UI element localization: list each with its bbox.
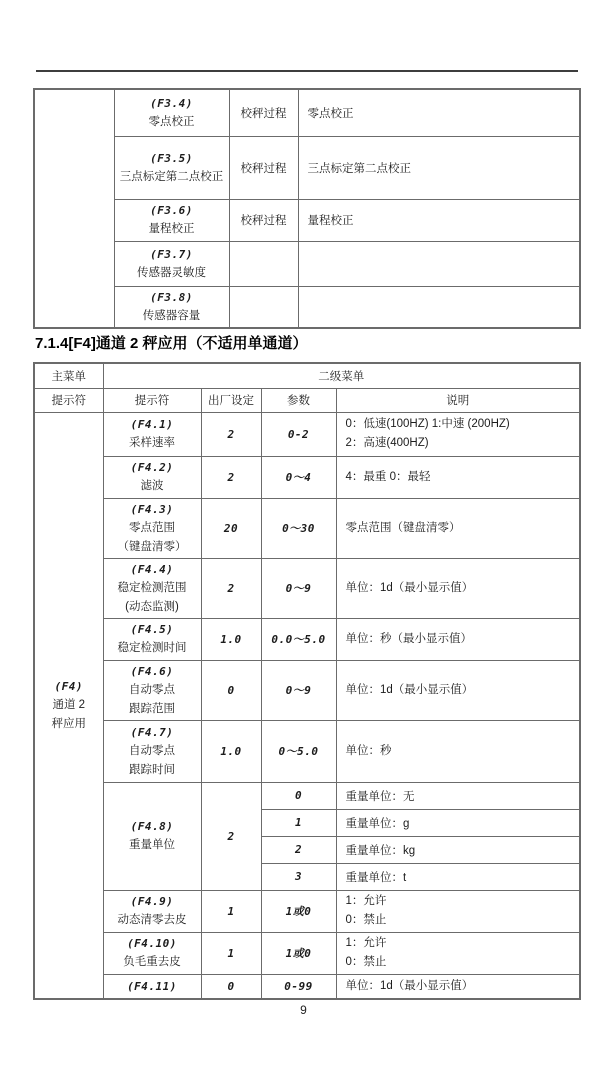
description-cell: 量程校正 (298, 199, 580, 241)
prompt-code: (F4.1) (130, 418, 174, 431)
description-line: 单位：秒 (345, 744, 392, 757)
prompt-label: 动态清零去皮 (117, 914, 187, 926)
factory-setting-cell: 2 (201, 782, 261, 890)
main-menu-code: (F4) (54, 679, 83, 693)
prompt-label: 自动零点 (129, 683, 175, 696)
main-menu-empty-cell (34, 89, 114, 328)
description-cell (336, 412, 580, 456)
table-row (34, 241, 580, 286)
factory-setting-cell: 0 (201, 660, 261, 720)
param-cell: 0～30 (261, 498, 336, 558)
prompt-cell (114, 286, 229, 328)
prompt-label: (动态监测) (125, 600, 179, 613)
table-row (34, 974, 580, 999)
table-row (34, 720, 580, 782)
description-cell: 重量单位：无 (336, 782, 580, 809)
prompt-label: 滤波 (140, 480, 164, 492)
prompt-label: 零点范围 (129, 521, 175, 534)
prompt-label: 自动零点 (129, 744, 175, 757)
param-cell: 1或0 (261, 932, 336, 974)
prompt-code: (F4.7) (130, 725, 174, 739)
page-number: 9 (300, 1003, 307, 1017)
prompt-code: (F3.5) (150, 151, 193, 165)
description-line: 单位：1d（最小显示值） (345, 683, 474, 696)
description-cell: 重量单位：g (336, 809, 580, 836)
prompt-label: 量程校正 (148, 223, 195, 235)
table-row (34, 456, 580, 498)
prompt-label: 重量单位 (129, 839, 175, 851)
table-row (34, 890, 580, 932)
process-cell (229, 286, 298, 328)
prompt-cell (103, 890, 201, 932)
main-menu-label: 秤应用 (51, 717, 86, 730)
column-header-desc: 说明 (336, 388, 580, 412)
table-row (34, 136, 580, 199)
table-row (34, 286, 580, 328)
description-line: 单位：1d（最小显示值） (345, 979, 474, 992)
factory-setting-cell: 1.0 (201, 720, 261, 782)
factory-setting-cell: 1.0 (201, 618, 261, 660)
prompt-cell (103, 720, 201, 782)
process-cell (229, 241, 298, 286)
description-cell (336, 974, 580, 999)
prompt-label: 传感器灵敏度 (137, 266, 206, 279)
description-cell (298, 241, 580, 286)
description-cell (336, 498, 580, 558)
description-cell (336, 558, 580, 618)
process-cell: 校秤过程 (229, 89, 298, 136)
description-line: 1：允许 (345, 895, 387, 907)
factory-setting-cell: 0 (201, 974, 261, 999)
main-menu-cell (34, 412, 103, 999)
prompt-cell (103, 782, 201, 890)
description-line: 4：最重 0：最轻 (345, 470, 431, 483)
prompt-label: 负毛重去皮 (123, 956, 181, 968)
description-cell: 重量单位：kg (336, 836, 580, 863)
column-header-prompt2: 提示符 (103, 388, 201, 412)
table-row (34, 558, 580, 618)
prompt-cell (114, 136, 229, 199)
prompt-cell (103, 456, 201, 498)
prompt-cell (114, 241, 229, 286)
table-row (34, 199, 580, 241)
header-rule (36, 70, 578, 72)
prompt-label: 传感器容量 (142, 309, 201, 322)
section-heading: 7.1.4[F4]通道 2 秤应用（不适用单通道） (35, 335, 308, 352)
factory-setting-cell: 2 (201, 558, 261, 618)
prompt-label: 稳定检测时间 (117, 642, 187, 654)
table-row (34, 932, 580, 974)
main-menu-label: 通道 2 (52, 698, 86, 711)
description-cell (336, 660, 580, 720)
prompt-label: 采样速率 (129, 437, 175, 449)
description-cell (298, 286, 580, 328)
prompt-cell (103, 660, 201, 720)
column-header-prompt1: 提示符 (34, 388, 103, 412)
description-line: 单位：1d（最小显示值） (345, 581, 474, 594)
param-cell: 0～5.0 (261, 720, 336, 782)
param-cell: 0 (261, 782, 336, 809)
param-cell: 1或0 (261, 890, 336, 932)
prompt-cell (103, 498, 201, 558)
prompt-label: （键盘清零） (117, 540, 187, 553)
param-cell: 0.0～5.0 (261, 618, 336, 660)
prompt-cell (103, 974, 201, 999)
param-cell: 2 (261, 836, 336, 863)
description-cell (336, 720, 580, 782)
table-row (34, 782, 580, 809)
param-cell: 0～9 (261, 558, 336, 618)
prompt-code: (F4.4) (130, 562, 174, 576)
prompt-label: 跟踪时间 (129, 763, 175, 776)
prompt-cell (114, 89, 229, 136)
param-cell: 0～4 (261, 456, 336, 498)
factory-setting-cell: 1 (201, 890, 261, 932)
description-line: 0：低速(100HZ) 1:中速 (200HZ) (345, 418, 510, 430)
prompt-label: 稳定检测范围 (117, 581, 187, 594)
column-header-param: 参数 (261, 388, 336, 412)
table-row (34, 498, 580, 558)
table-row (34, 618, 580, 660)
prompt-code: (F4.2) (130, 461, 174, 474)
description-line: 单位：秒（最小显示值） (345, 632, 472, 645)
param-cell: 0-2 (261, 412, 336, 456)
column-header-main-menu: 主菜单 (34, 363, 103, 388)
param-cell: 1 (261, 809, 336, 836)
param-cell: 0-99 (261, 974, 336, 999)
prompt-code: (F4.8) (130, 820, 174, 833)
prompt-code: (F4.9) (130, 895, 174, 908)
prompt-cell (103, 412, 201, 456)
prompt-code: (F3.6) (150, 204, 193, 217)
prompt-code: (F4.3) (130, 502, 174, 516)
description-line: 1：允许 (345, 937, 387, 949)
description-cell (336, 456, 580, 498)
prompt-code: (F3.7) (150, 247, 193, 261)
description-line: 2：高速(400HZ) (345, 437, 429, 449)
prompt-code: (F3.4) (150, 96, 193, 110)
description-line: 0：禁止 (345, 914, 387, 926)
description-cell: 三点标定第二点校正 (298, 136, 580, 199)
f3-menu-table (33, 88, 581, 329)
description-cell (336, 932, 580, 974)
description-cell: 重量单位：t (336, 863, 580, 890)
factory-setting-cell: 2 (201, 412, 261, 456)
prompt-cell (103, 932, 201, 974)
prompt-label: 三点标定第二点校正 (119, 170, 224, 183)
description-line: 0：禁止 (345, 956, 387, 968)
column-header-secondary-menu: 二级菜单 (103, 363, 580, 388)
prompt-code: (F4.5) (130, 623, 174, 636)
description-cell (336, 618, 580, 660)
prompt-cell (103, 618, 201, 660)
prompt-cell (103, 558, 201, 618)
table-row (34, 660, 580, 720)
prompt-label: 跟踪范围 (129, 702, 175, 715)
param-cell: 3 (261, 863, 336, 890)
f4-menu-table (33, 362, 581, 1000)
prompt-code: (F4.10) (127, 937, 177, 950)
table-header-row (34, 388, 580, 412)
process-cell: 校秤过程 (229, 136, 298, 199)
table-header-row (34, 363, 580, 388)
column-header-factory: 出厂设定 (201, 388, 261, 412)
prompt-label: 零点校正 (148, 115, 195, 128)
prompt-code: (F4.11) (127, 979, 177, 993)
factory-setting-cell: 20 (201, 498, 261, 558)
process-cell: 校秤过程 (229, 199, 298, 241)
description-cell: 零点校正 (298, 89, 580, 136)
param-cell: 0～9 (261, 660, 336, 720)
prompt-code: (F3.8) (150, 290, 193, 304)
factory-setting-cell: 2 (201, 456, 261, 498)
table-row (34, 89, 580, 136)
prompt-code: (F4.6) (130, 664, 174, 678)
description-cell (336, 890, 580, 932)
table-row (34, 412, 580, 456)
description-line: 零点范围（键盘清零） (345, 521, 461, 534)
factory-setting-cell: 1 (201, 932, 261, 974)
prompt-cell (114, 199, 229, 241)
